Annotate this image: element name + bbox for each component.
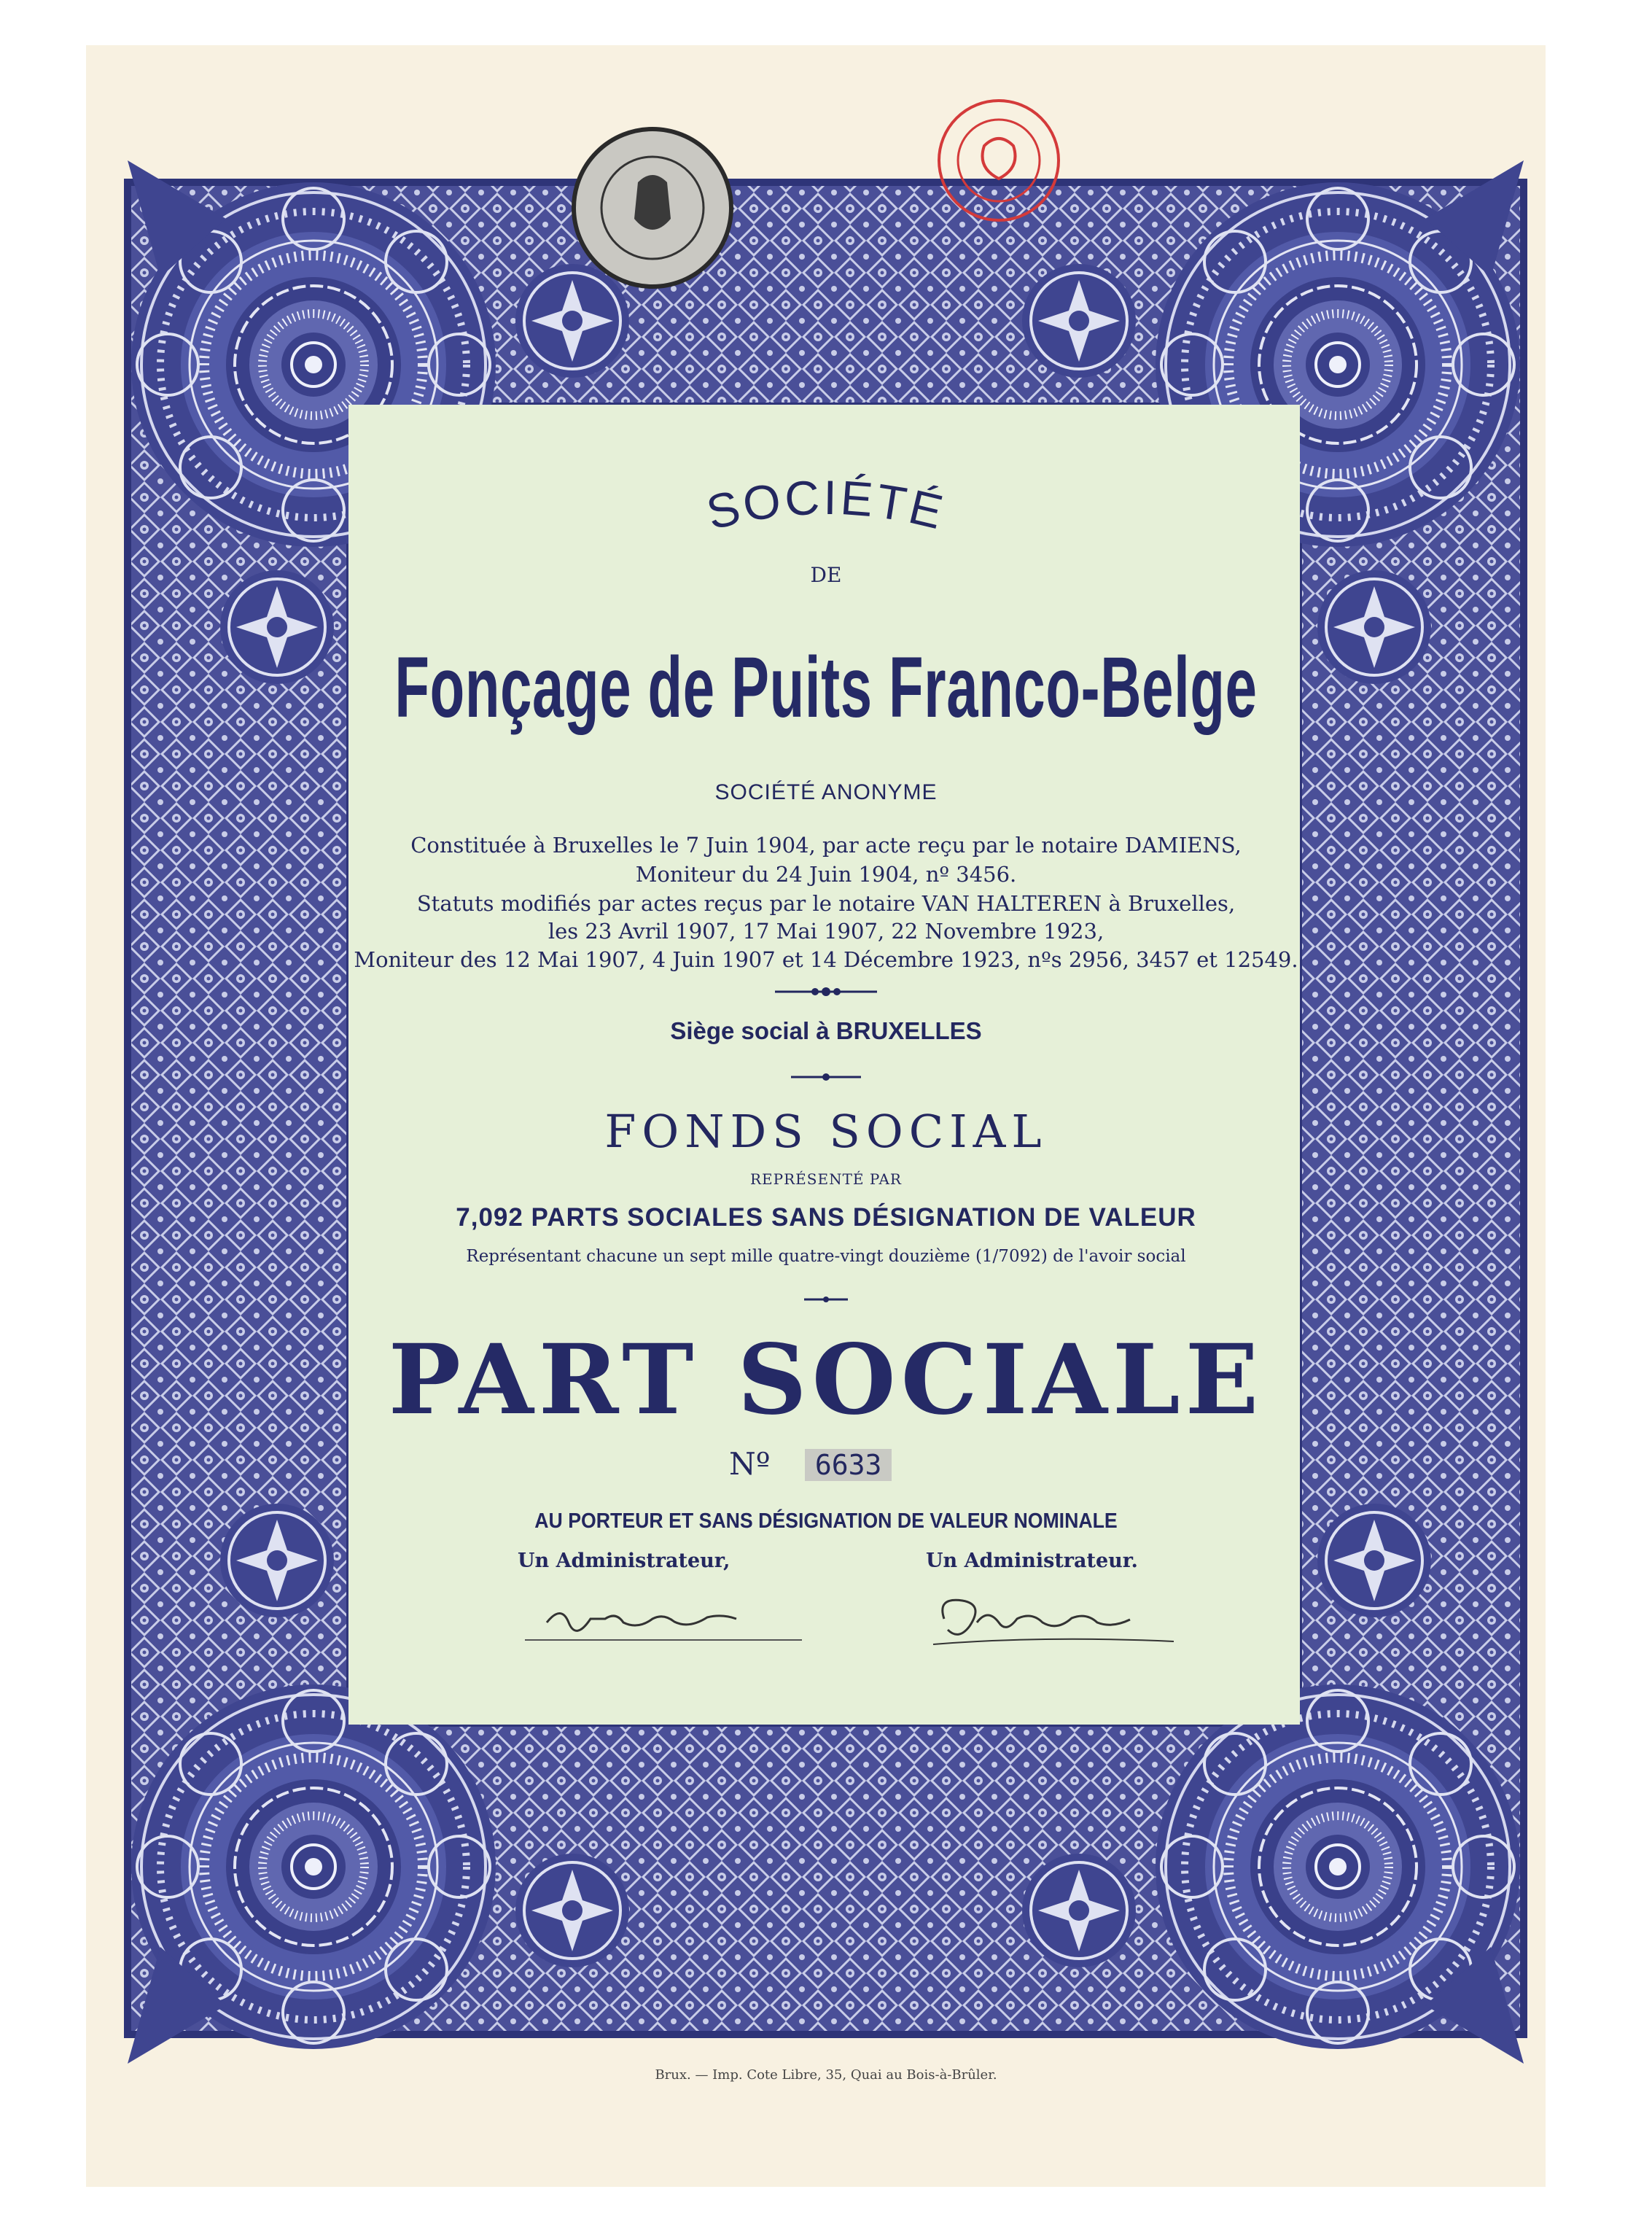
certificate-number: 6633 xyxy=(805,1449,892,1481)
administrator-label-left: Un Administrateur, xyxy=(518,1550,730,1572)
history-line: Moniteur des 12 Mai 1907, 4 Juin 1907 et 14 Décembre 1923, nºs 2956, 3457 et 12549. xyxy=(354,947,1298,972)
divider-ornament xyxy=(775,986,877,998)
part-sociale-heading: PART SOCIALE xyxy=(388,1323,1264,1437)
printer-imprint: Brux. — Imp. Cote Libre, 35, Quai au Bois-à-Brûler. xyxy=(655,2067,997,2083)
tax-stamp-red xyxy=(933,95,1064,226)
fonds-social-heading: FONDS SOCIAL xyxy=(604,1105,1048,1158)
svg-text:SOCIÉTÉ xyxy=(701,470,951,540)
history-line: Constituée à Bruxelles le 7 Juin 1904, par acte reçu par le notaire DAMIENS, xyxy=(410,833,1242,858)
societe-word: SOCIÉTÉ xyxy=(701,470,951,540)
share-fraction-note: Représentant chacune un sept mille quatre-vingt douzième (1/7092) de l'avoir social xyxy=(466,1247,1186,1266)
company-name: Fonçage de Puits Franco-Belge xyxy=(394,640,1258,736)
administrator-label-right: Un Administrateur. xyxy=(926,1550,1138,1572)
certificate-number-row xyxy=(729,1446,892,1482)
history-line: Moniteur du 24 Juin 1904, nº 3456. xyxy=(635,862,1017,887)
represente-par: REPRÉSENTÉ PAR xyxy=(750,1170,902,1188)
registered-office: Siège social à BRUXELLES xyxy=(670,1017,982,1044)
number-label: Nº xyxy=(729,1446,771,1482)
history-line: les 23 Avril 1907, 17 Mai 1907, 22 Novembre 1923, xyxy=(548,919,1104,944)
tax-stamp-black xyxy=(569,124,736,292)
signature-left xyxy=(525,1593,802,1652)
signature-right xyxy=(926,1586,1188,1659)
societe-arched-heading xyxy=(607,467,1045,569)
history-line: Statuts modifiés par actes reçus par le notaire VAN HALTEREN à Bruxelles, xyxy=(416,891,1236,916)
bearer-clause: AU PORTEUR ET SANS DÉSIGNATION DE VALEUR NOMINALE xyxy=(534,1509,1118,1533)
de-word: DE xyxy=(810,563,842,587)
divider-ornament xyxy=(804,1294,848,1305)
parts-count: 7,092 PARTS SOCIALES SANS DÉSIGNATION DE VALEUR xyxy=(456,1203,1196,1232)
divider-ornament xyxy=(791,1072,861,1082)
legal-form: SOCIÉTÉ ANONYME xyxy=(714,780,938,804)
